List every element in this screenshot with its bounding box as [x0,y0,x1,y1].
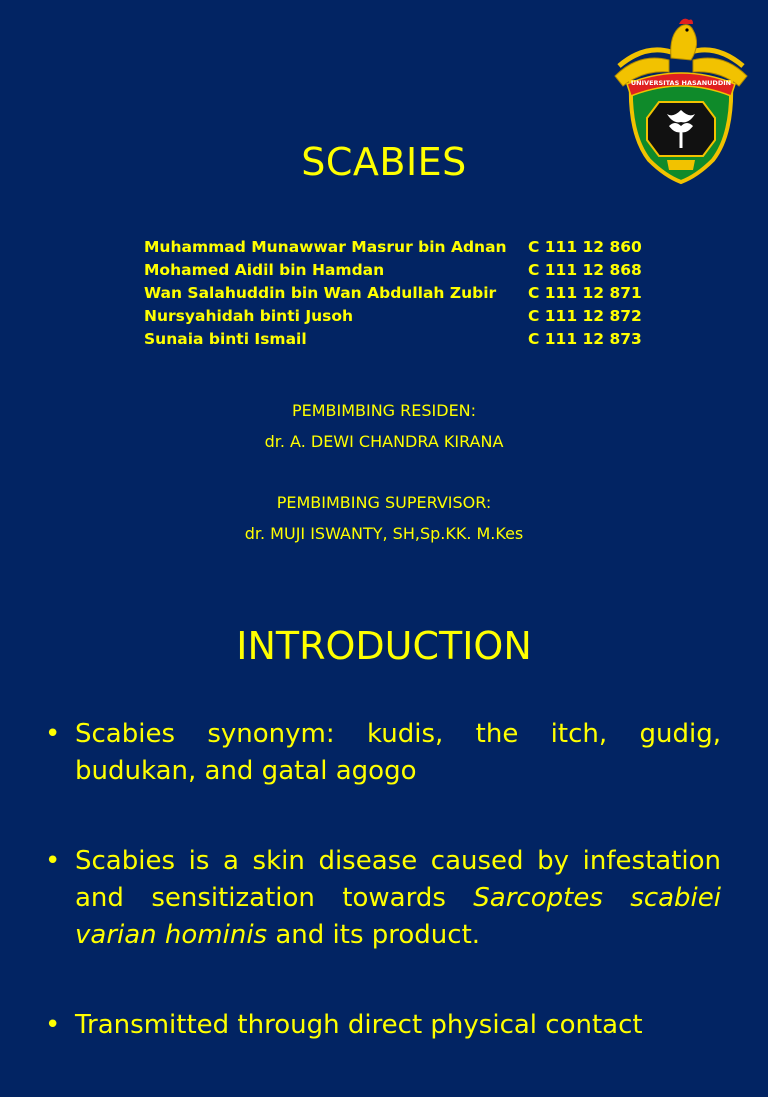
slide-title: INTRODUCTION [236,624,532,668]
bullet-text: Scabies synonym: kudis, the itch, gudig, budukan, and gatal agogo [75,719,721,786]
bullet-item [45,843,721,954]
bullet-text: Transmitted through direct physical contact [75,1010,643,1040]
slide-title: SCABIES [301,140,467,184]
member-id: C 111 12 860 [528,238,642,256]
member-name: Sunaia binti Ismail [144,330,307,348]
bullet-text-part: Scabies is a skin disease caused by infestation and sensitization towards [75,846,721,913]
member-name: Muhammad Munawwar Masrur bin Adnan [144,238,507,256]
bullet-list [45,716,721,1097]
member-id: C 111 12 873 [528,330,642,348]
member-id: C 111 12 868 [528,261,642,279]
supervisor-name: dr. MUJI ISWANTY, SH,Sp.KK. M.Kes [244,524,524,543]
member-id: C 111 12 872 [528,307,642,325]
member-row [144,238,644,261]
bullet-icon: • [45,719,61,749]
bullet-text-part: and its product. [267,920,481,950]
bullet-item [45,716,721,790]
introduction-slide [0,576,768,1040]
resident-name: dr. A. DEWI CHANDRA KIRANA [264,432,504,451]
member-row [144,284,644,307]
bullet-text [75,843,721,954]
member-row [144,330,644,353]
bullet-icon: • [45,846,61,876]
species-name: Sarcoptes scabiei varian hominis [75,883,721,950]
bullet-item [45,1007,721,1044]
member-row [144,307,644,330]
member-id: C 111 12 871 [528,284,642,302]
supervisor-label: PEMBIMBING SUPERVISOR: [276,493,492,512]
member-name: Mohamed Aidil bin Hamdan [144,261,385,279]
member-name: Nursyahidah binti Jusoh [144,307,354,325]
crest-banner-text: UNIVERSITAS HASANUDDIN [630,79,732,87]
resident-label: PEMBIMBING RESIDEN: [291,401,477,420]
member-list [144,238,644,353]
member-name: Wan Salahuddin bin Wan Abdullah Zubir [144,284,497,302]
bullet-icon: • [45,1010,61,1040]
member-row [144,261,644,284]
